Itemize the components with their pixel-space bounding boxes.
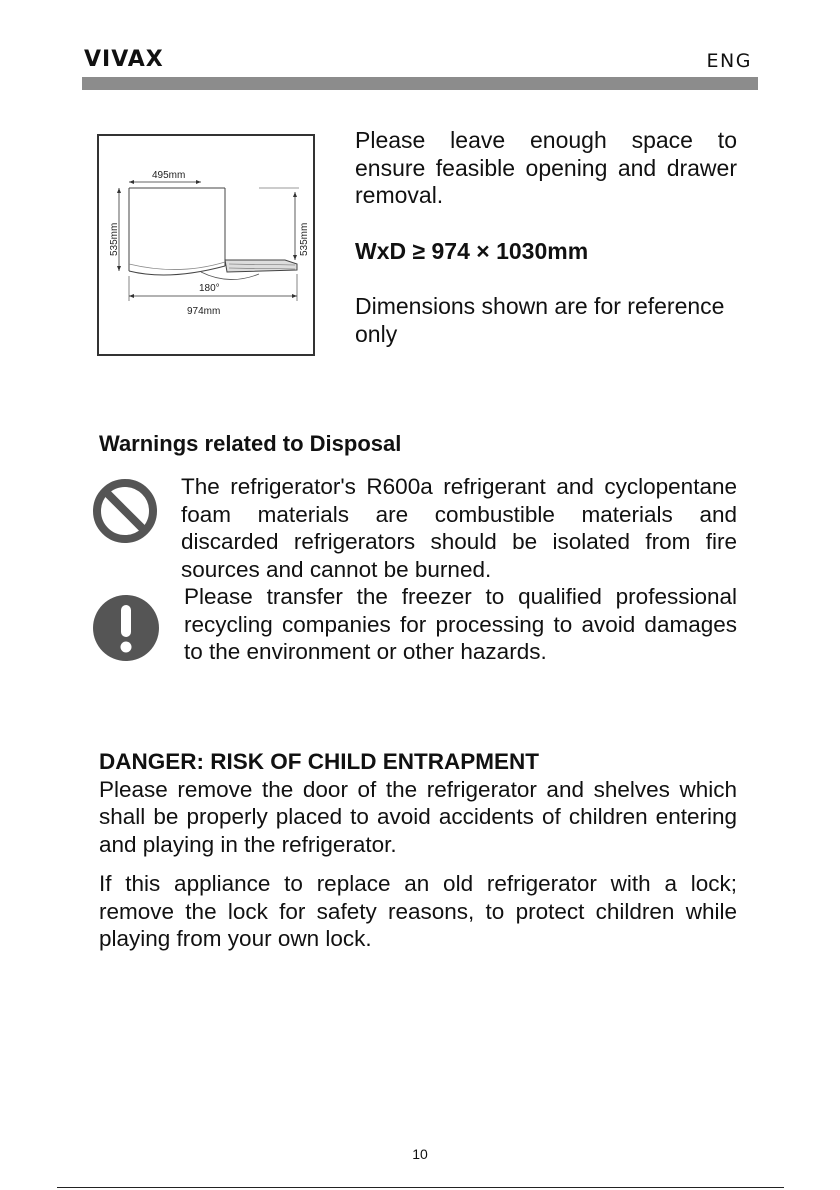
danger-heading: DANGER: RISK OF CHILD ENTRAPMENT <box>99 749 539 774</box>
intro-note: Dimensions shown are for reference only <box>355 293 725 347</box>
prohibition-icon <box>91 477 159 545</box>
label-width-top: 495mm <box>152 170 186 181</box>
clearance-diagram-drawing <box>99 136 313 354</box>
intro-paragraph: Please leave enough space to ensure feasible opening and drawer removal. <box>355 127 737 208</box>
footer-divider <box>57 1187 784 1188</box>
clearance-diagram <box>97 134 315 356</box>
disposal-warning-2: Please transfer the freezer to qualified professional recycling companies for processing to avoid damages to the environment or other hazards. <box>184 584 737 664</box>
label-width-total: 974mm <box>187 306 221 317</box>
danger-paragraph-2: If this appliance to replace an old refrigerator with a lock; remove the lock for safety reasons, to protect children while playing from your own lock. <box>99 871 737 951</box>
disposal-warning-1: The refrigerator's R600a refrigerant and cyclopentane foam materials are combustible materials and discarded refrigerators should be isolated from fire sources and cannot be burned. <box>181 474 737 582</box>
page-number: 10 <box>412 1146 428 1162</box>
header-bar <box>82 77 758 90</box>
intro-text <box>355 127 737 348</box>
danger-paragraph-1: Please remove the door of the refrigerator and shelves which shall be properly placed to avoid accidents of children entering and playing in the refrigerator. <box>99 776 737 857</box>
language-label: ENG <box>706 50 752 72</box>
label-angle: 180° <box>199 283 220 294</box>
brand-logo: VIVAX <box>84 47 164 72</box>
label-depth-right: 535mm <box>299 222 310 256</box>
danger-section <box>99 748 737 953</box>
disposal-heading: Warnings related to Disposal <box>99 431 402 456</box>
intro-dimensions: WxD ≥ 974 × 1030mm <box>355 237 589 264</box>
label-depth-left: 535mm <box>109 222 120 256</box>
exclamation-icon <box>92 594 160 662</box>
